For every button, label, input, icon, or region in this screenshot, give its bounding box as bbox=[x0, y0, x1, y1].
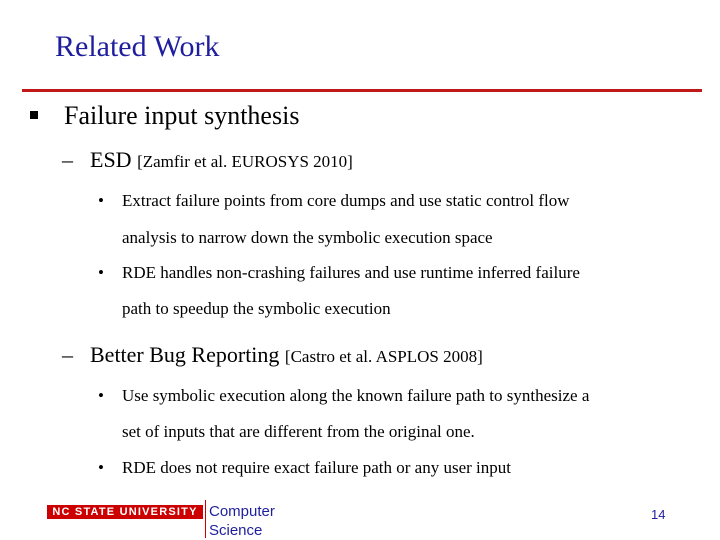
section-citation: [Zamfir et al. EUROSYS 2010] bbox=[137, 152, 353, 171]
point-line bbox=[98, 191, 570, 211]
footer-divider bbox=[205, 500, 206, 538]
title-divider bbox=[22, 89, 702, 92]
point-line bbox=[98, 386, 589, 406]
dash-marker: – bbox=[62, 147, 73, 172]
section-citation: [Castro et al. ASPLOS 2008] bbox=[284, 347, 483, 366]
department-line: Computer bbox=[209, 503, 275, 520]
section-bbr bbox=[62, 342, 483, 368]
department-name bbox=[209, 502, 275, 540]
main-bullet bbox=[30, 101, 299, 131]
dash-marker: – bbox=[62, 342, 73, 367]
section-heading: Better Bug Reporting bbox=[90, 342, 280, 367]
point-text: RDE handles non-crashing failures and use runtime inferred failure bbox=[122, 263, 580, 282]
section-heading: ESD bbox=[90, 147, 132, 172]
point-continuation: analysis to narrow down the symbolic execution space bbox=[122, 228, 493, 247]
bullet-dot-icon: • bbox=[98, 263, 104, 282]
bullet-dot-icon: • bbox=[98, 458, 104, 477]
point-line bbox=[98, 263, 580, 283]
section-esd bbox=[62, 147, 353, 173]
department-line: Science bbox=[209, 522, 263, 539]
bullet-dot-icon: • bbox=[98, 386, 104, 405]
university-logo: NC STATE UNIVERSITY bbox=[47, 505, 203, 519]
point-text: Use symbolic execution along the known failure path to synthesize a bbox=[122, 386, 590, 405]
point-continuation: path to speedup the symbolic execution bbox=[122, 299, 391, 318]
slide-title: Related Work bbox=[55, 30, 220, 63]
page-number: 14 bbox=[651, 507, 666, 522]
main-bullet-text: Failure input synthesis bbox=[64, 101, 300, 130]
point-text: Extract failure points from core dumps and use static control flow bbox=[122, 191, 570, 210]
bullet-dot-icon: • bbox=[98, 191, 104, 210]
point-continuation: set of inputs that are different from the original one. bbox=[122, 422, 475, 441]
square-bullet-icon bbox=[30, 111, 38, 119]
point-text: RDE does not require exact failure path or any user input bbox=[122, 458, 511, 477]
point-line bbox=[98, 458, 511, 478]
